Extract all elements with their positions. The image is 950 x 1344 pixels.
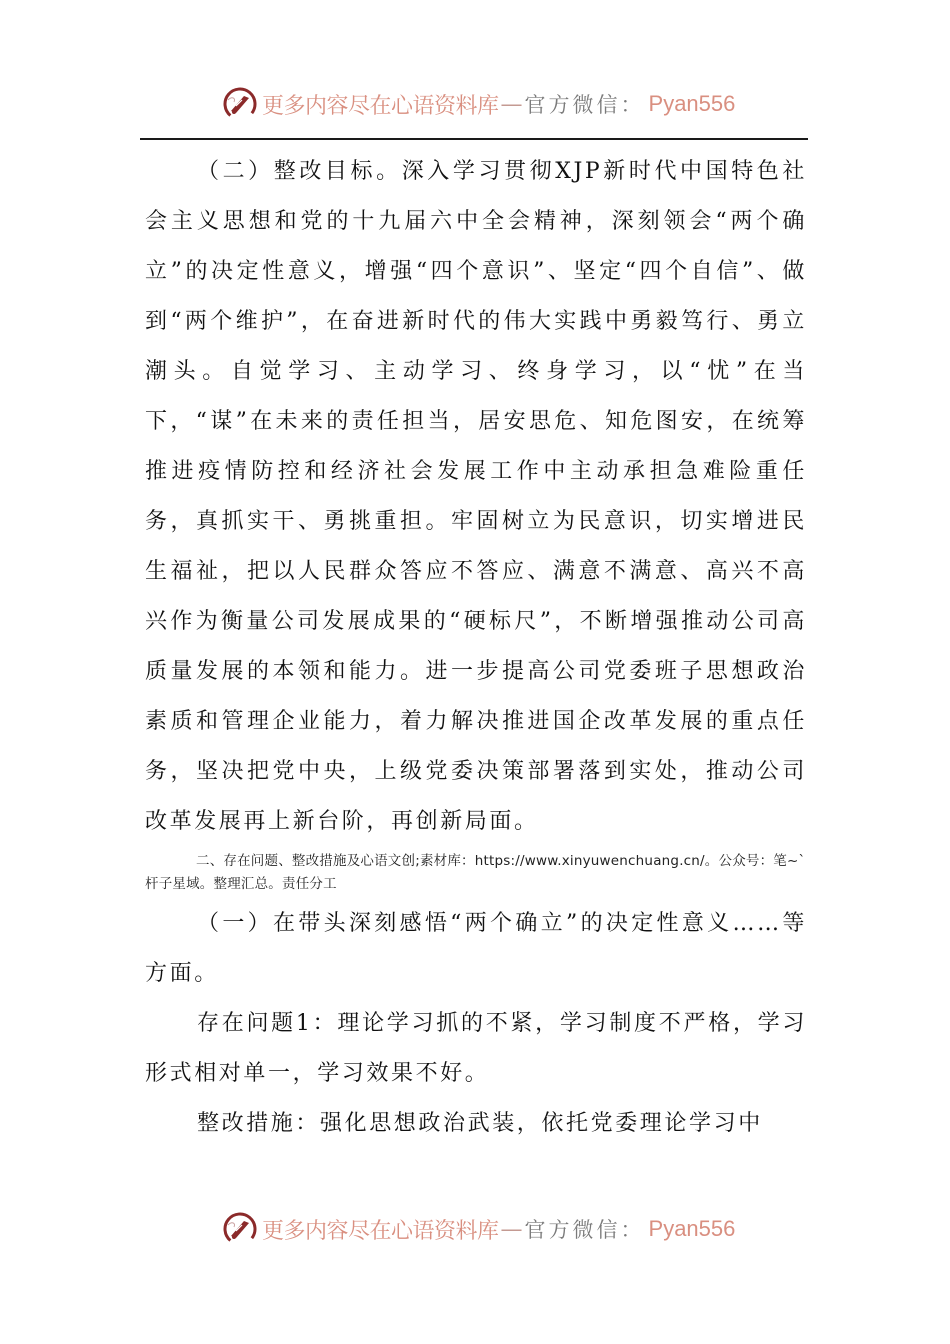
paragraph-rectification-goal: （二）整改目标。深入学习贯彻XJP新时代中国特色社会主义思想和党的十九届六中全会精神，深刻领会“两个确立”的决定性意义，增强“四个意识”、坚定“四个自信”、做到“两个维护”，在奋进新时代的伟大实践中勇毅笃行、勇立潮头。自觉学习、主动学习、终身学习，以“忧”在当下，“谋”在未来的责任担当，居安思危、知危图安，在统筹推进疫情防控和经济社会发展工作中主动承担急难险重任务，真抓实干、勇挑重担。牢固树立为民意识，切实增进民生福祉，把以人民群众答应不答应、满意不满意、高兴不高兴作为衡量公司发展成果的“硬标尺”，不断增强推动公司高质量发展的本领和能力。进一步提高公司党委班子思想政治素质和管理企业能力，着力解决推进国企改革发展的重点任务，坚决把党中央，上级党委决策部署落到实处，推动公司改革发展再上新台阶，再创新局面。 [145, 159, 807, 834]
quill-pen-logo-icon [222, 1211, 258, 1247]
section-two-heading: 二、存在问题、整改措施及心语文创;素材库：https://www.xinyuwenchuang.cn/。公众号：笔~`杆子星域。整理汇总。责任分工 [145, 853, 806, 892]
wechat-label: 官方微信： [524, 1218, 645, 1242]
paragraph-problem-1: 存在问题1：理论学习抓的不紧，学习制度不严格，学习形式相对单一，学习效果不好。 [145, 1011, 807, 1086]
document-body [145, 147, 807, 1149]
subsection-one-heading: （一）在带头深刻感悟“两个确立”的决定性意义……等方面。 [145, 911, 807, 986]
wechat-id: Pyan556 [648, 1216, 736, 1241]
header-rule [140, 138, 808, 140]
paragraph-measure-1: 整改措施：强化思想政治武装，依托党委理论学习中 [197, 1111, 763, 1136]
banner-dash: — [500, 1216, 523, 1242]
promo-text: 更多内容尽在心语资料库 [262, 93, 499, 119]
quill-pen-logo-icon [222, 86, 258, 122]
banner-dash: — [500, 91, 523, 117]
header-banner [222, 82, 735, 126]
wechat-id: Pyan556 [648, 91, 736, 116]
wechat-label: 官方微信： [524, 93, 645, 117]
footer-banner [222, 1207, 735, 1251]
promo-text: 更多内容尽在心语资料库 [262, 1218, 499, 1244]
